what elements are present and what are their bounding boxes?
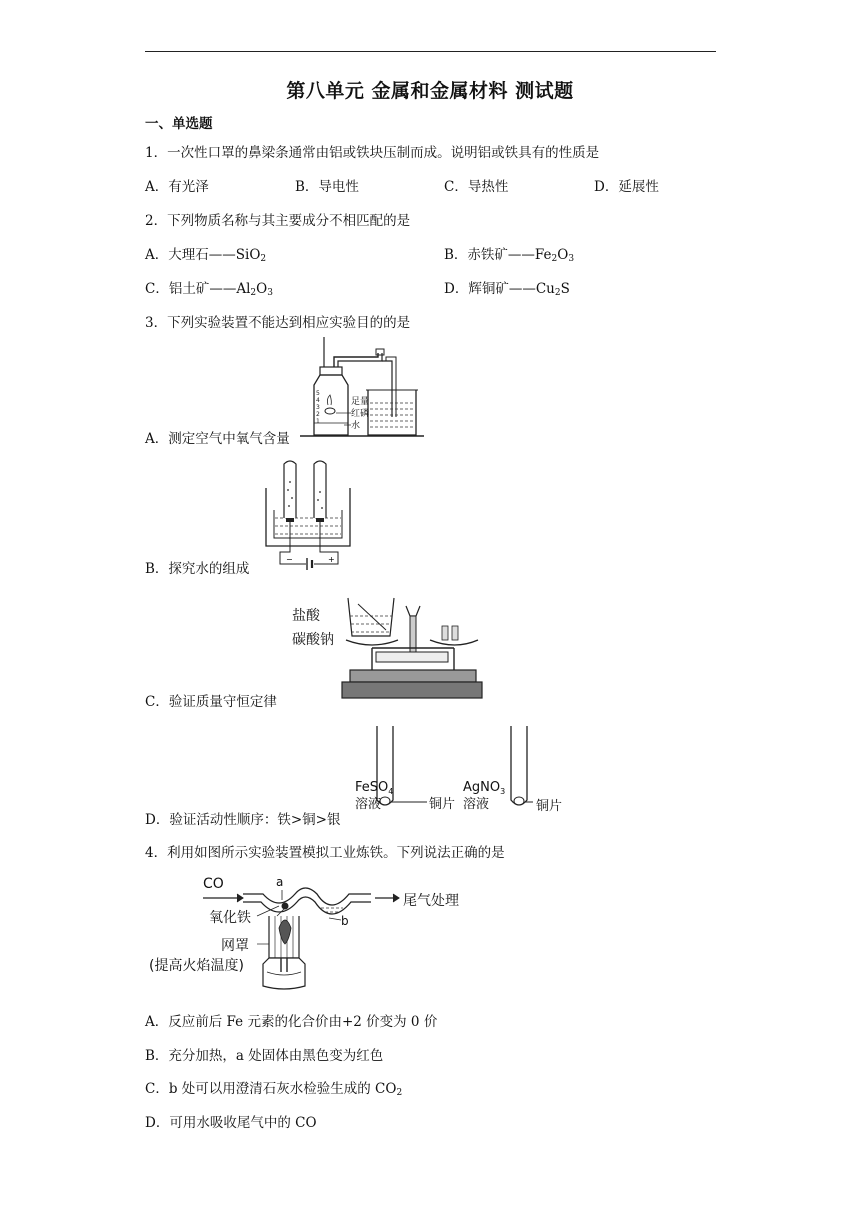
svg-text:碳酸钠: 碳酸钠: [292, 632, 334, 648]
figure-oxygen-apparatus: [300, 335, 425, 440]
question-2-option-d: D．辉铜矿$——Cu_2S$: [444, 281, 570, 298]
question-1-option-b: B．导电性: [295, 179, 359, 195]
question-3-stem: 3．下列实验装置不能达到相应实验目的的是: [145, 315, 411, 331]
question-4-option-b: B．充分加热，a 处固体由黑色变为红色: [145, 1048, 384, 1064]
svg-text:足量: 足量: [351, 397, 370, 407]
svg-text:铜片: 铜片: [536, 799, 563, 814]
svg-text:+: +: [328, 555, 335, 564]
question-2-option-b: B．赤铁矿$——Fe_2O_3$: [444, 247, 575, 264]
figure-iron-smelting: [145, 868, 475, 993]
figure-test-tubes: [355, 724, 570, 819]
svg-text:CO: CO: [203, 876, 224, 892]
svg-text:4: 4: [316, 397, 320, 404]
question-3-option-a: A．测定空气中氧气含量: [145, 431, 290, 447]
question-3-option-c: C．验证质量守恒定律: [145, 694, 277, 710]
question-3-option-d: D．验证活动性顺序：铁>铜>银: [145, 812, 341, 828]
svg-text:盐酸: 盐酸: [292, 608, 320, 624]
svg-text:红磷: 红磷: [351, 409, 370, 419]
svg-text:FeSO4: FeSO$_4$: [355, 780, 394, 796]
svg-text:铜片: 铜片: [429, 797, 456, 812]
svg-text:尾气处理: 尾气处理: [403, 893, 459, 909]
svg-text:氧化铁: 氧化铁: [209, 910, 251, 926]
question-4-option-c: C．b 处可以用澄清石灰水检验生成的 $CO_2$: [145, 1081, 403, 1098]
question-4-stem: 4．利用如图所示实验装置模拟工业炼铁。下列说法正确的是: [145, 845, 505, 861]
question-1-option-a: A．有光泽: [145, 179, 209, 195]
question-4-option-a: A．反应前后 Fe 元素的化合价由+2 价变为 0 价: [145, 1014, 438, 1030]
question-1-stem: 1．一次性口罩的鼻梁条通常由铝或铁块压制而成。说明铝或铁具有的性质是: [145, 145, 600, 161]
question-4-option-d: D．可用水吸收尾气中的 CO: [145, 1115, 317, 1131]
svg-text:溶液: 溶液: [463, 797, 490, 812]
svg-text:网罩: 网罩: [221, 938, 249, 954]
question-2-stem: 2．下列物质名称与其主要成分不相匹配的是: [145, 213, 411, 229]
svg-text:溶液: 溶液: [355, 797, 382, 812]
svg-text:a: a: [276, 875, 284, 889]
svg-text:(提高火焰温度): (提高火焰温度): [149, 958, 244, 974]
question-2-option-a: A．大理石——SiO$_2$: [145, 247, 267, 264]
question-2-option-c: C．铝土矿$——Al_2O_3$: [145, 281, 273, 298]
figure-balance: [290, 590, 485, 708]
svg-text:水: 水: [351, 421, 361, 431]
svg-text:−: −: [286, 555, 293, 564]
svg-text:3: 3: [316, 404, 320, 411]
section-heading: 一、单选题: [145, 116, 213, 132]
question-1-option-c: C．导热性: [444, 179, 509, 195]
svg-text:2: 2: [316, 411, 320, 418]
question-1-option-d: D．延展性: [594, 179, 659, 195]
svg-text:1: 1: [316, 418, 320, 425]
page-title: 第八单元 金属和金属材料 测试题: [286, 80, 574, 102]
figure-electrolysis: [262, 458, 354, 570]
header-rule: [145, 51, 716, 52]
svg-text:b: b: [341, 914, 349, 928]
question-3-option-b: B．探究水的组成: [145, 561, 250, 577]
svg-text:AgNO3: AgNO$_3$: [463, 780, 506, 796]
svg-text:5: 5: [316, 390, 320, 397]
